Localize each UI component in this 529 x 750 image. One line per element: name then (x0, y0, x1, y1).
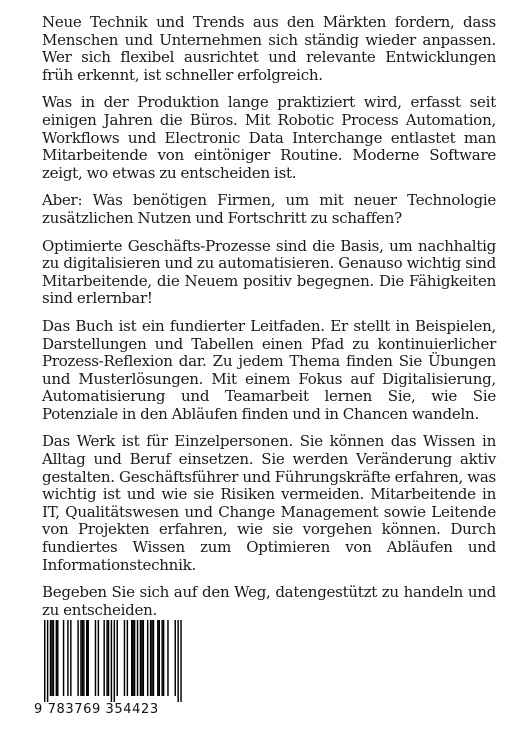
barcode-bar (124, 620, 125, 696)
paragraph-closing: Begeben Sie sich auf den Weg, datengestützt zu handeln und zu entscheiden. (42, 583, 496, 619)
paragraph-intro: Neue Technik und Trends aus den Märkten fordern, dass Menschen und Unternehmen sich ständig wieder anpassen. Wer sich flexibel ausrichtet und relevante Entwicklungen früh erkennt, ist schneller erfolgreich. (42, 13, 496, 84)
barcode-bar (57, 620, 58, 696)
barcode-bar (103, 620, 104, 696)
barcode-bar (143, 620, 144, 696)
barcode-bar (153, 620, 154, 696)
barcode-bar (163, 620, 164, 696)
barcode-bar (56, 620, 57, 696)
barcode-bar (108, 620, 109, 696)
paragraph-processes: Optimierte Geschäfts-Prozesse sind die Basis, um nachhaltig zu digitalisieren und zu automatisieren. Genauso wichtig sind Mitarbeitende, die Neuem positiv begegnen. Die Fähigkeiten sind erlernbar! (42, 236, 496, 308)
blurb-text (42, 14, 496, 629)
isbn-barcode (34, 620, 184, 720)
barcode-bar (88, 620, 89, 696)
barcode-bar (157, 620, 158, 696)
barcode-bar (44, 620, 45, 702)
barcode-bar (167, 620, 168, 696)
barcode-bar (137, 620, 138, 696)
barcode-bar (127, 620, 128, 696)
barcode-bars (34, 620, 184, 702)
barcode-bar (53, 620, 54, 696)
barcode-bar (159, 620, 160, 696)
barcode-bar (140, 620, 141, 696)
barcode-bar (47, 620, 48, 702)
barcode-bar (67, 620, 68, 696)
barcode-bar (98, 620, 99, 696)
barcode-bar (132, 620, 133, 696)
barcode-bar (80, 620, 81, 696)
barcode-bar (175, 620, 176, 696)
barcode-bar (51, 620, 52, 696)
barcode-bar (82, 620, 83, 696)
barcode-bar (95, 620, 96, 696)
barcode-bar (63, 620, 64, 696)
barcode-bar (151, 620, 152, 696)
barcode-bar (150, 620, 151, 696)
barcode-bar (177, 620, 178, 702)
barcode-bar (147, 620, 148, 696)
isbn-number: 9 783769 354423 (34, 702, 159, 717)
paragraph-book: Das Buch ist ein fundierter Leitfaden. Er stellt in Beispielen, Darstellungen und Tabellen einen Pfad zu kontinuierlicher Prozess-Reflexion dar. Zu jedem Thema finden Sie Übungen und Musterlösungen. Mit einem Fokus auf Digitalisierung, Automatisierung und Teamarbeit lernen Sie, wie Sie Potenziale in den Abläufen finden und in Chancen wandeln. (42, 316, 496, 423)
barcode-bar (134, 620, 135, 696)
barcode-bar (70, 620, 71, 696)
barcode-bar (141, 620, 142, 696)
barcode-bar (86, 620, 87, 696)
barcode-bar (83, 620, 84, 696)
barcode-bar (50, 620, 51, 696)
paragraph-question: Aber: Was benötigen Firmen, um mit neuer Technologie zusätzlichen Nutzen und Fortschritt zu schaffen? (42, 191, 496, 227)
barcode-bar (117, 620, 118, 696)
barcode-bar (111, 620, 112, 702)
barcode-bar (180, 620, 181, 702)
barcode-bar (106, 620, 107, 696)
barcode-bar (161, 620, 162, 696)
barcode-bar (77, 620, 78, 696)
barcode-bar (114, 620, 115, 702)
paragraph-production: Was in der Produktion lange praktiziert wird, erfasst seit einigen Jahren die Büros. Mit Robotic Process Automation, Workflows und Electronic Data Interchange entlastet man Mitarbeitende von eintöniger Routine. Moderne Software zeigt, wo etwas zu entscheiden ist. (42, 93, 496, 182)
barcode-bar (131, 620, 132, 696)
paragraph-audience: Das Werk ist für Einzelpersonen. Sie können das Wissen in Alltag und Beruf einsetzen. Sie werden Veränderung aktiv gestalten. Geschäftsführer und Führungskräfte erfahren, was wichtig ist und wie sie Risiken vermeiden. Mitarbeitende in IT, Qualitätswesen und Change Management sowie Leitende von Projekten erfahren, wie sie vorgehen können. Durch fundiertes Wissen zum Optimieren von Abläufen und Informationstechnik. (42, 432, 496, 574)
